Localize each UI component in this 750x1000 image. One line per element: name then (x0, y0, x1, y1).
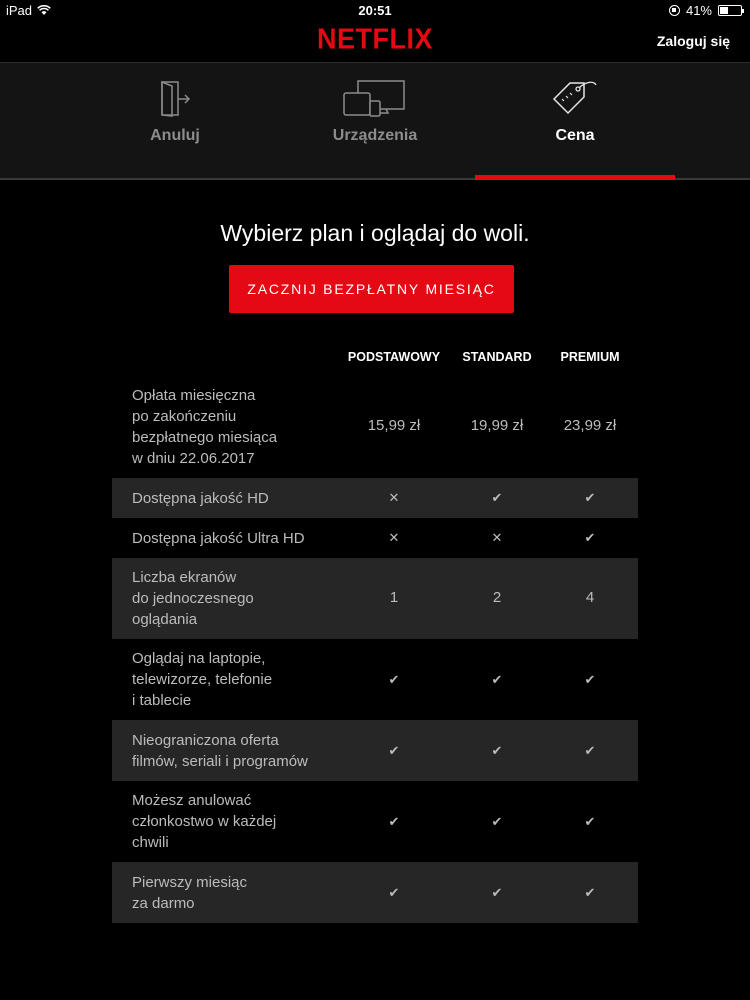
plan-value: 2 (492, 589, 502, 606)
row-label: Dostępna jakość HD (132, 490, 269, 507)
check-icon: ✔ (584, 672, 596, 687)
table-row (112, 781, 638, 862)
check-icon: ✔ (491, 814, 503, 829)
start-free-month-button[interactable]: ZACZNIJ BEZPŁATNY MIESIĄC (229, 265, 514, 313)
cross-icon: ✕ (491, 530, 503, 545)
check-icon: ✔ (584, 885, 596, 900)
netflix-logo: NETFLIX (317, 23, 433, 55)
plan-value: 4 (585, 589, 595, 606)
table-header (112, 340, 638, 376)
check-icon: ✔ (491, 743, 503, 758)
check-icon: ✔ (388, 814, 400, 829)
check-icon: ✔ (584, 743, 596, 758)
check-icon: ✔ (584, 490, 596, 505)
plan-value: 23,99 zł (563, 417, 617, 434)
tab-anuluj[interactable] (75, 63, 275, 179)
row-label: Liczba ekranów do jednoczesnego oglądania (132, 569, 254, 628)
plan-header-standard[interactable]: STANDARD (462, 350, 532, 364)
plan-header-podstawowy[interactable]: PODSTAWOWY (347, 350, 441, 364)
plan-value: 1 (389, 589, 399, 606)
page-title: Wybierz plan i oglądaj do woli. (220, 220, 530, 246)
row-label: Nieograniczona oferta filmów, seriali i programów (132, 732, 308, 770)
plan-value: 15,99 zł (367, 417, 421, 434)
table-row (112, 518, 638, 558)
row-label: Opłata miesięczna po zakończeniu bezpłatnego miesiąca w dniu 22.06.2017 (132, 387, 278, 467)
plan-comparison-table (112, 340, 638, 923)
check-icon: ✔ (388, 885, 400, 900)
status-bar (0, 0, 750, 22)
table-row (112, 720, 638, 781)
check-icon: ✔ (584, 814, 596, 829)
check-icon: ✔ (491, 885, 503, 900)
cross-icon: ✕ (388, 530, 400, 545)
cross-icon: ✕ (388, 490, 400, 505)
tab-cena[interactable] (475, 63, 675, 179)
table-row (112, 639, 638, 720)
check-icon: ✔ (584, 530, 596, 545)
table-row (112, 558, 638, 639)
battery-percent: 41% (685, 3, 712, 18)
tab-urzadzenia[interactable] (275, 63, 475, 179)
login-link[interactable]: Zaloguj się (656, 33, 730, 49)
devices-icon (340, 79, 410, 119)
row-label: Możesz anulować członkostwo w każdej chwili (132, 792, 277, 851)
device-name: iPad (6, 3, 33, 18)
table-row (112, 862, 638, 923)
tab-label: Cena (555, 127, 595, 144)
table-body (112, 376, 638, 923)
tab-label: Anuluj (150, 127, 200, 144)
check-icon: ✔ (491, 490, 503, 505)
status-right (669, 3, 742, 18)
tab-label: Urządzenia (332, 127, 418, 144)
battery-icon (718, 5, 742, 16)
plan-value: 19,99 zł (470, 417, 524, 434)
app-header (0, 22, 750, 62)
price-tag-icon (550, 79, 600, 119)
tab-bar (0, 62, 750, 180)
plan-header-premium[interactable]: PREMIUM (560, 350, 620, 364)
exit-door-icon (158, 79, 192, 119)
row-label: Pierwszy miesiąc za darmo (132, 874, 248, 912)
check-icon: ✔ (388, 743, 400, 758)
battery-fill (720, 7, 728, 14)
status-time: 20:51 (358, 3, 392, 18)
table-row (112, 478, 638, 518)
check-icon: ✔ (388, 672, 400, 687)
row-label: Oglądaj na laptopie, telewizorze, telefonie i tablecie (132, 650, 273, 709)
active-tab-indicator (475, 175, 675, 180)
table-row (112, 376, 638, 478)
rotation-lock-icon (669, 5, 680, 16)
row-label: Dostępna jakość Ultra HD (132, 530, 305, 547)
check-icon: ✔ (491, 672, 503, 687)
